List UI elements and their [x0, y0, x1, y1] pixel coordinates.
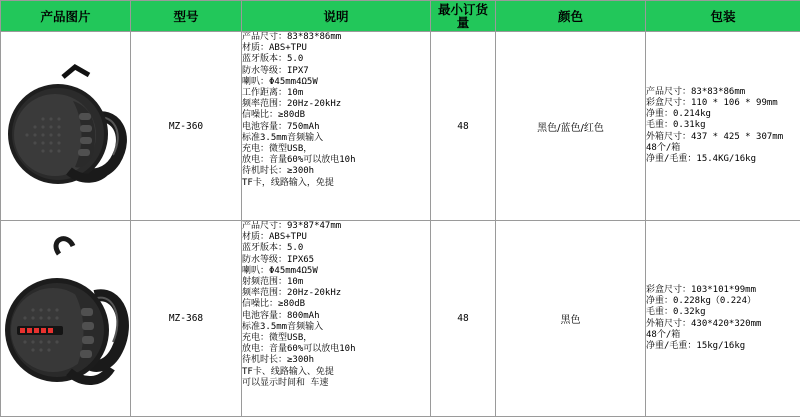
desc-line: TF卡，线路输入，免提: [242, 177, 334, 188]
table-row: [1, 32, 800, 221]
header-image: 产品图片: [1, 1, 131, 32]
desc-line: 喇叭：Φ45mm4Ω5W: [242, 76, 318, 87]
desc-line: 电池容量：800mAh: [242, 310, 320, 321]
desc-line: 射频范围：10m: [242, 277, 304, 288]
moq-cell: 48: [431, 221, 496, 417]
desc-line: 电池容量：750mAh: [242, 121, 320, 132]
pack-line: 彩盒尺寸：110 * 106 * 99mm: [646, 97, 778, 108]
product-image-speaker-mz360: [3, 49, 129, 199]
desc-line: 材质：ABS+TPU: [242, 43, 307, 54]
header-moq-line1: 最小订货: [437, 2, 488, 17]
desc-line: 蓝牙版本：5.0: [242, 54, 304, 65]
pack-line: 毛重：0.32kg: [646, 307, 706, 318]
desc-line: 放电：音量60%可以放电10h: [242, 155, 356, 166]
table-row: [1, 221, 800, 417]
model-cell: MZ-360: [131, 32, 242, 221]
desc-line: 工作距离：10m: [242, 88, 304, 99]
pack-line: 净重：0.214kg: [646, 109, 711, 120]
header-moq-line2: 量: [456, 15, 470, 30]
pack-line: 外箱尺寸：430*420*320mm: [646, 318, 762, 329]
desc-line: 放电：音量60%可以放电10h: [242, 344, 356, 355]
desc-line: 可以显示时间和 车速: [242, 377, 329, 388]
desc-line: 蓝牙版本：5.0: [242, 243, 304, 254]
desc-line: 待机时长：≥300h: [242, 166, 315, 177]
header-row: [1, 1, 800, 32]
desc-line: 信噪比：≥80dB: [242, 299, 306, 310]
desc-line: 材质：ABS+TPU: [242, 232, 307, 243]
desc-line: 产品尺寸：83*83*86mm: [242, 32, 342, 42]
pack-line: 彩盒尺寸：103*101*99mm: [646, 284, 757, 295]
pack-line: 净重：0.228kg（0.224）: [646, 296, 757, 307]
header-packaging: 包装: [646, 1, 800, 32]
description-cell: [242, 32, 431, 221]
header-moq: [431, 1, 496, 32]
pack-line: 净重/毛重：15.4KG/16kg: [646, 154, 757, 164]
header-model: 型号: [131, 1, 242, 32]
desc-line: 频率范围：20Hz-20kHz: [242, 288, 342, 299]
color-cell: 黑色/蓝色/红色: [496, 32, 646, 221]
product-image-cell: [1, 32, 131, 221]
product-image-cell: [1, 221, 131, 417]
desc-line: 标准3.5mm音频输入: [242, 321, 324, 332]
packaging-cell: [646, 221, 800, 417]
desc-line: 充电：微型USB，: [242, 144, 313, 155]
pack-line: 净重/毛重：15kg/16kg: [646, 340, 746, 351]
pack-line: 48个/箱: [646, 329, 681, 340]
pack-line: 外箱尺寸：437 * 425 * 307mm: [646, 131, 784, 142]
product-image-speaker-mz368: [3, 232, 129, 402]
pack-line: 毛重：0.31kg: [646, 120, 706, 131]
desc-line: 标准3.5mm音频输入: [242, 132, 324, 143]
desc-line: 充电：微型USB，: [242, 333, 313, 344]
desc-line: 待机时长：≥300h: [242, 355, 315, 366]
desc-line: 产品尺寸：93*87*47mm: [242, 221, 342, 231]
color-cell: 黑色: [496, 221, 646, 417]
desc-line: 信噪比：≥80dB: [242, 110, 306, 121]
desc-line: 防水等级：IPX65: [242, 254, 315, 265]
model-cell: MZ-368: [131, 221, 242, 417]
header-color: 颜色: [496, 1, 646, 32]
packaging-cell: [646, 32, 800, 221]
pack-line: 48个/箱: [646, 142, 681, 153]
moq-cell: 48: [431, 32, 496, 221]
description-cell: [242, 221, 431, 417]
pack-line: 产品尺寸：83*83*86mm: [646, 86, 746, 97]
desc-line: 防水等级：IPX7: [242, 65, 309, 76]
header-description: 说明: [242, 1, 431, 32]
desc-line: 频率范围：20Hz-20kHz: [242, 99, 342, 110]
desc-line: 喇叭：Φ45mm4Ω5W: [242, 265, 318, 276]
desc-line: TF卡、线路输入、免提: [242, 366, 334, 377]
